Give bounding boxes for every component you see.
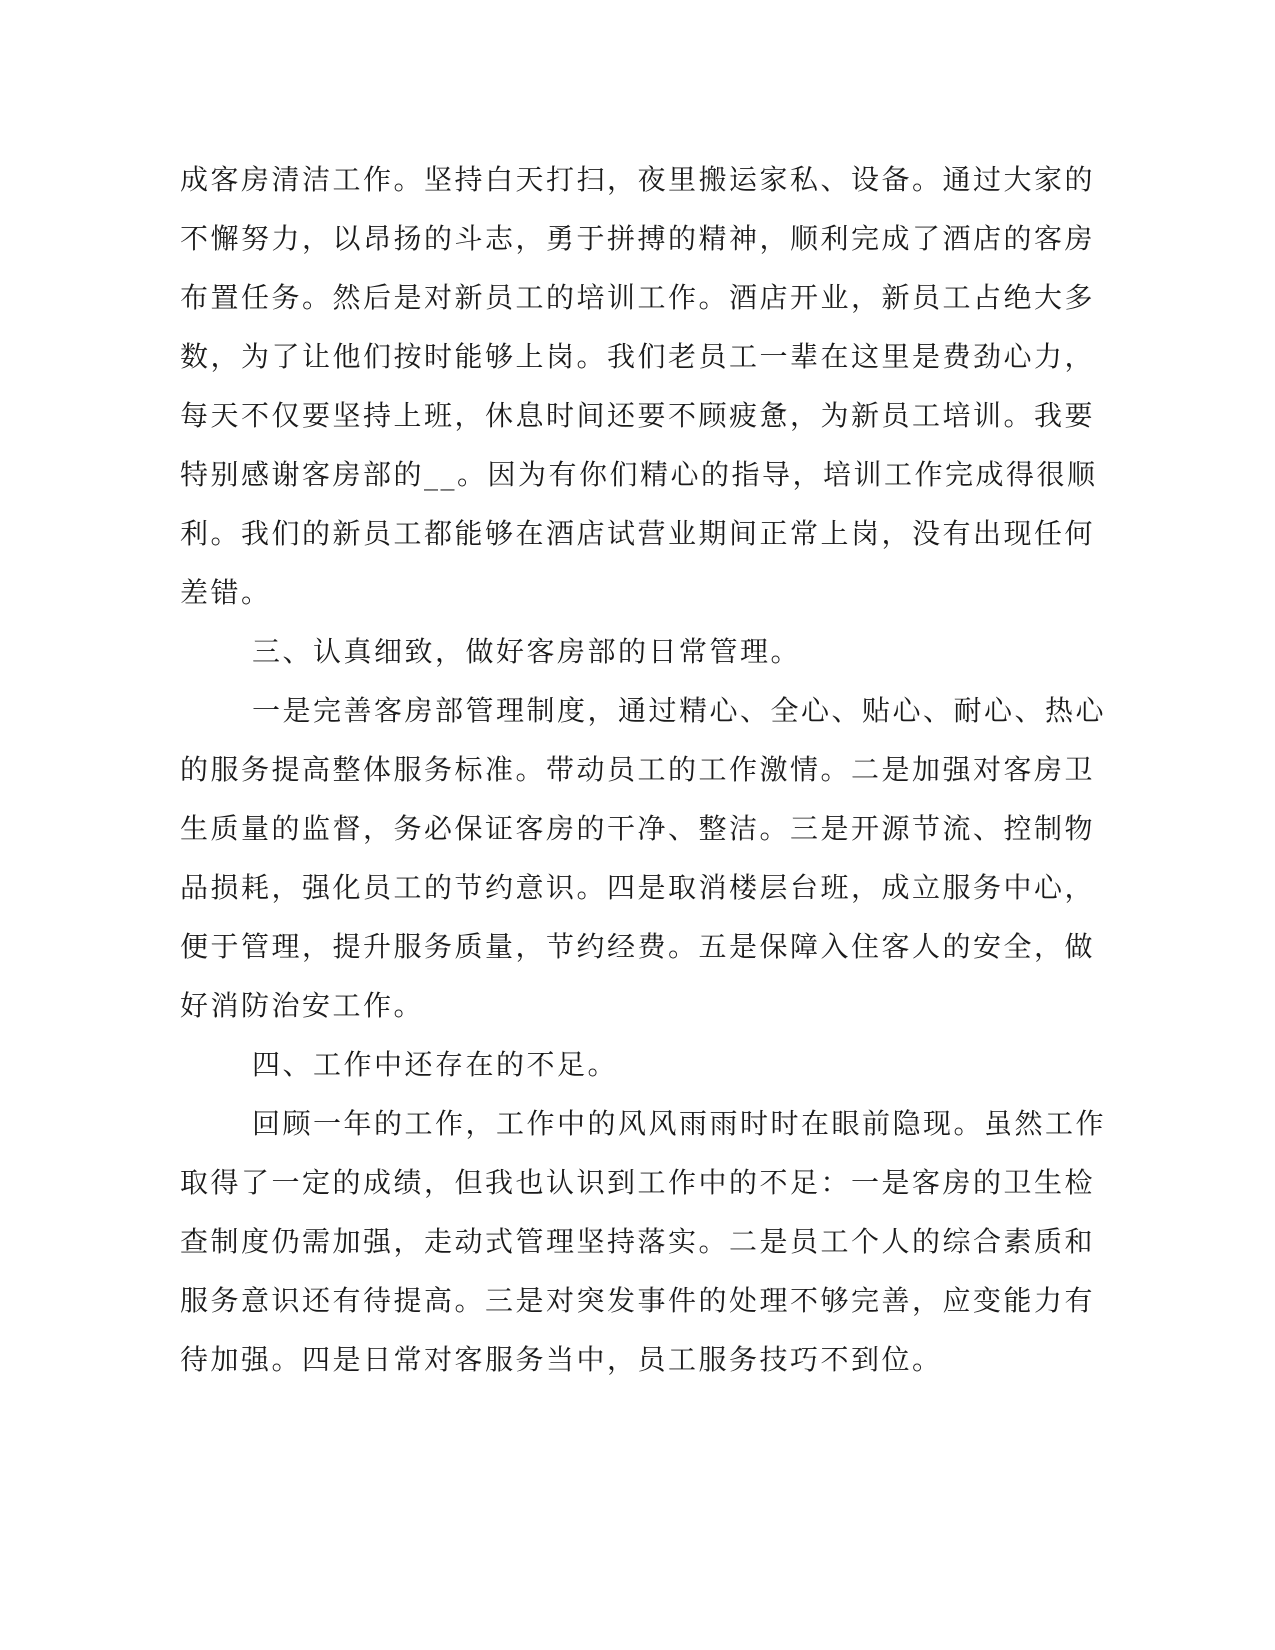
body-text-line: 的服务提高整体服务标准。带动员工的工作激情。二是加强对客房卫 [180, 753, 1096, 786]
body-text-line: 数，为了让他们按时能够上岗。我们老员工一辈在这里是费劲心力， [180, 340, 1096, 373]
body-text-line: 服务意识还有待提高。三是对突发事件的处理不够完善，应变能力有 [180, 1284, 1096, 1317]
body-text-line: 特别感谢客房部的__。因为有你们精心的指导，培训工作完成得很顺 [180, 458, 1098, 491]
body-text-line: 便于管理，提升服务质量，节约经费。五是保障入住客人的安全，做 [180, 930, 1096, 963]
body-text-line: 生质量的监督，务必保证客房的干净、整洁。三是开源节流、控制物 [180, 812, 1096, 845]
section-heading: 四、工作中还存在的不足。 [252, 1048, 619, 1081]
body-text-line: 回顾一年的工作，工作中的风风雨雨时时在眼前隐现。虽然工作 [252, 1107, 1107, 1140]
body-text-line: 好消防治安工作。 [180, 989, 425, 1022]
body-text-line: 取得了一定的成绩，但我也认识到工作中的不足：一是客房的卫生检 [180, 1166, 1096, 1199]
body-text-line: 待加强。四是日常对客服务当中，员工服务技巧不到位。 [180, 1343, 943, 1376]
body-text-line: 每天不仅要坚持上班，休息时间还要不顾疲惫，为新员工培训。我要 [180, 399, 1096, 432]
body-text-line: 不懈努力，以昂扬的斗志，勇于拼搏的精神，顺利完成了酒店的客房 [180, 222, 1096, 255]
body-text-line: 差错。 [180, 576, 272, 609]
body-text-line: 一是完善客房部管理制度，通过精心、全心、贴心、耐心、热心 [252, 694, 1107, 727]
section-heading: 三、认真细致，做好客房部的日常管理。 [252, 635, 802, 668]
body-text-line: 成客房清洁工作。坚持白天打扫，夜里搬运家私、设备。通过大家的 [180, 163, 1096, 196]
body-text-line: 品损耗，强化员工的节约意识。四是取消楼层台班，成立服务中心， [180, 871, 1096, 904]
body-text-line: 查制度仍需加强，走动式管理坚持落实。二是员工个人的综合素质和 [180, 1225, 1096, 1258]
body-text-line: 布置任务。然后是对新员工的培训工作。酒店开业，新员工占绝大多 [180, 281, 1096, 314]
body-text-line: 利。我们的新员工都能够在酒店试营业期间正常上岗，没有出现任何 [180, 517, 1096, 550]
